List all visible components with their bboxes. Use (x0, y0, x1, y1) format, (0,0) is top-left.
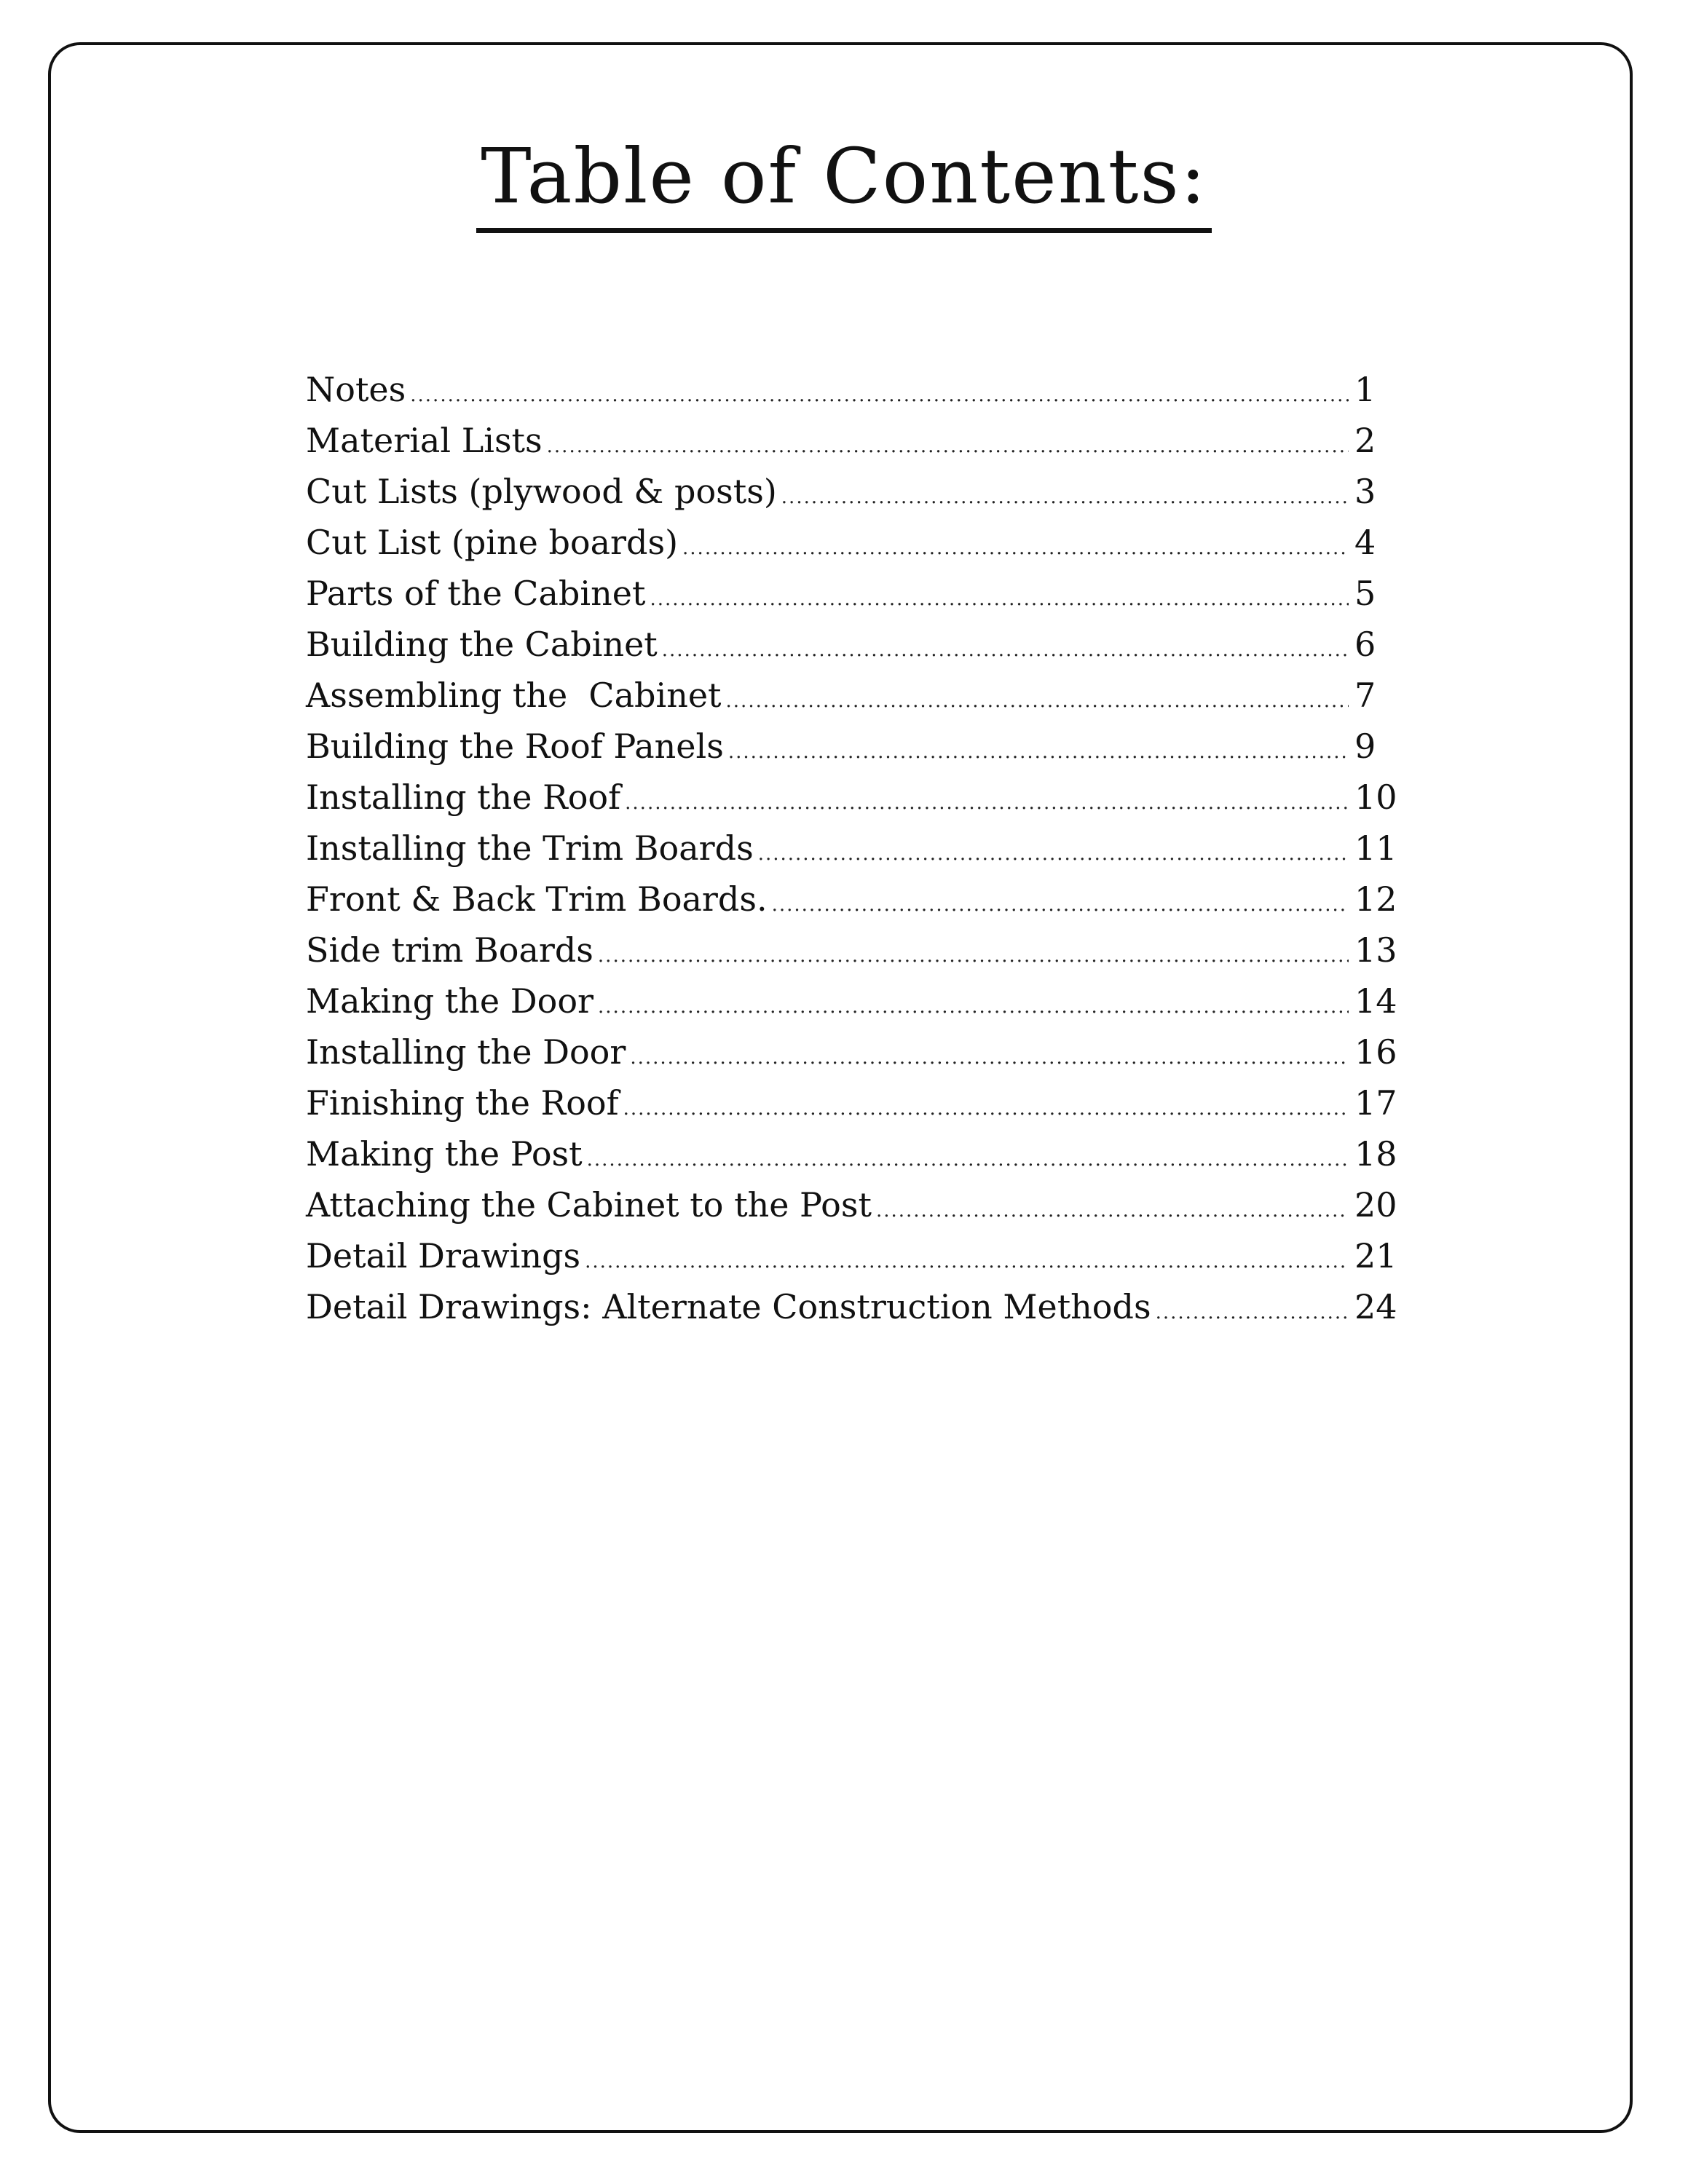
toc-entry[interactable] (306, 925, 1398, 976)
dot-leader (726, 676, 1349, 727)
toc-entry-label: Side trim Boards (306, 930, 593, 970)
toc-entry-page: 7 (1354, 676, 1376, 715)
toc-entry-label: Cut List (pine boards) (306, 523, 679, 562)
toc-entry-label: Notes (306, 370, 406, 409)
dot-leader (630, 1032, 1349, 1083)
dot-leader (585, 1236, 1349, 1287)
toc-entry-page: 1 (1354, 370, 1376, 409)
table-of-contents (306, 364, 1398, 1332)
dot-leader (410, 370, 1349, 421)
toc-entry[interactable] (306, 466, 1398, 517)
dot-leader (598, 930, 1349, 981)
toc-entry-label: Front & Back Trim Boards. (306, 879, 768, 919)
toc-entry-label: Making the Post (306, 1134, 583, 1174)
toc-entry-label: Material Lists (306, 421, 543, 460)
dot-leader (772, 879, 1349, 930)
toc-entry[interactable] (306, 670, 1398, 721)
toc-entry-page: 21 (1354, 1236, 1397, 1275)
toc-entry-label: Parts of the Cabinet (306, 574, 646, 613)
toc-entry-page: 16 (1354, 1032, 1397, 1072)
toc-entry-label: Finishing the Roof (306, 1083, 619, 1123)
toc-entry[interactable] (306, 1179, 1398, 1230)
toc-entry-label: Detail Drawings (306, 1236, 581, 1275)
toc-entry-page: 13 (1354, 930, 1397, 970)
toc-entry-page: 11 (1354, 828, 1397, 868)
toc-entry-label: Installing the Trim Boards (306, 828, 754, 868)
dot-leader (728, 727, 1349, 778)
dot-leader (650, 574, 1349, 625)
toc-entry-page: 12 (1354, 879, 1397, 919)
dot-leader (781, 472, 1349, 523)
dot-leader (623, 1083, 1349, 1134)
toc-entry-page: 5 (1354, 574, 1376, 613)
toc-entry-page: 6 (1354, 625, 1376, 664)
toc-entry[interactable] (306, 976, 1398, 1026)
toc-entry[interactable] (306, 823, 1398, 874)
toc-entry[interactable] (306, 1128, 1398, 1179)
toc-entry[interactable] (306, 517, 1398, 568)
toc-entry-page: 10 (1354, 778, 1397, 817)
toc-entry-label: Attaching the Cabinet to the Post (306, 1185, 872, 1224)
toc-entry-page: 4 (1354, 523, 1376, 562)
dot-leader (547, 421, 1349, 472)
toc-entry-label: Installing the Roof (306, 778, 621, 817)
toc-entry[interactable] (306, 568, 1398, 619)
toc-entry[interactable] (306, 1077, 1398, 1128)
dot-leader (758, 828, 1349, 879)
toc-entry-label: Installing the Door (306, 1032, 626, 1072)
toc-entry[interactable] (306, 1026, 1398, 1077)
dot-leader (876, 1185, 1349, 1236)
page-title: Table of Contents: (476, 135, 1212, 233)
toc-entry-page: 18 (1354, 1134, 1397, 1174)
toc-entry[interactable] (306, 415, 1398, 466)
toc-entry-page: 3 (1354, 472, 1376, 511)
toc-entry[interactable] (306, 1230, 1398, 1281)
title-area (0, 132, 1688, 233)
dot-leader (587, 1134, 1349, 1185)
dot-leader (682, 523, 1349, 574)
toc-entry-page: 14 (1354, 981, 1397, 1021)
dot-leader (662, 625, 1349, 676)
toc-entry[interactable] (306, 874, 1398, 925)
toc-entry-page: 24 (1354, 1287, 1397, 1326)
toc-entry[interactable] (306, 772, 1398, 823)
toc-entry-page: 2 (1354, 421, 1376, 460)
dot-leader (598, 981, 1349, 1032)
toc-entry[interactable] (306, 619, 1398, 670)
toc-entry-page: 17 (1354, 1083, 1397, 1123)
toc-entry-label: Assembling the Cabinet (306, 676, 722, 715)
toc-entry[interactable] (306, 364, 1398, 415)
toc-entry-label: Detail Drawings: Alternate Construction Methods (306, 1287, 1151, 1326)
toc-entry-label: Building the Roof Panels (306, 727, 724, 766)
toc-entry-label: Making the Door (306, 981, 594, 1021)
toc-entry-label: Building the Cabinet (306, 625, 658, 664)
toc-entry[interactable] (306, 721, 1398, 772)
dot-leader (625, 778, 1349, 828)
toc-entry[interactable] (306, 1281, 1398, 1332)
dot-leader (1156, 1287, 1349, 1338)
toc-entry-label: Cut Lists (plywood & posts) (306, 472, 777, 511)
toc-entry-page: 20 (1354, 1185, 1397, 1224)
toc-entry-page: 9 (1354, 727, 1376, 766)
